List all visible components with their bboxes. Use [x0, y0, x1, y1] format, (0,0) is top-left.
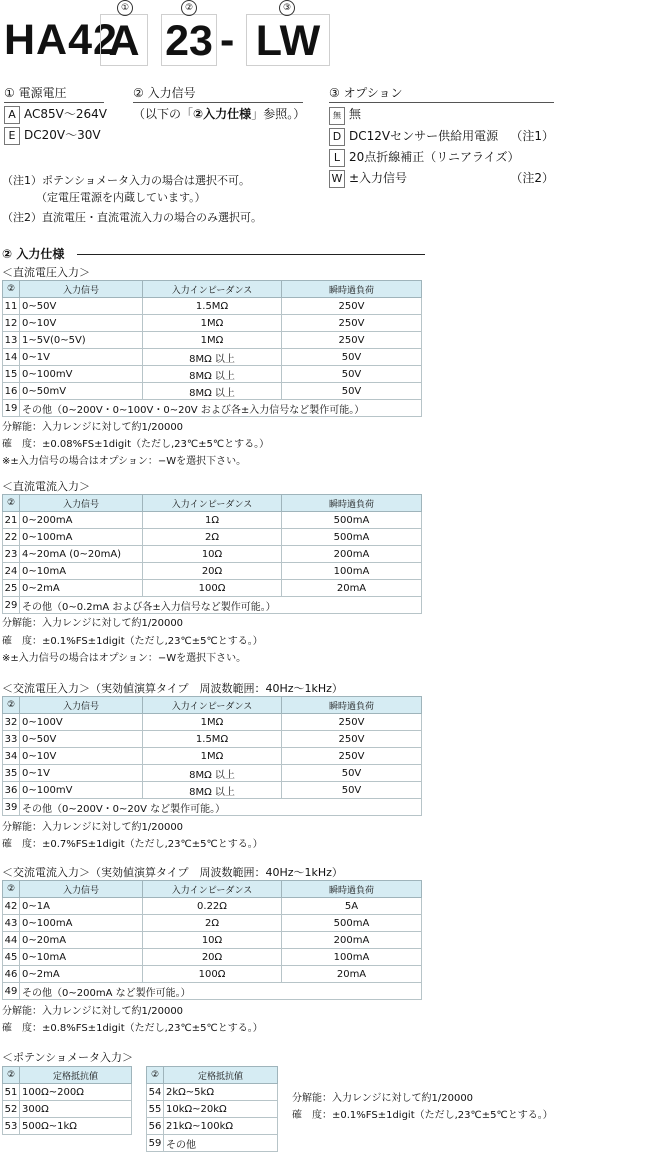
row-impedance: 8MΩ 以上 [143, 765, 282, 782]
row-signal: 0~10mA [20, 563, 143, 580]
row-signal: 0~1A [20, 898, 143, 915]
table-row [3, 512, 422, 529]
row-overload: 50V [282, 366, 422, 383]
row-impedance: 100Ω [143, 580, 282, 597]
table-row [3, 782, 422, 799]
option-code-w: W [329, 170, 345, 188]
row-signal: 0~2mA [20, 966, 143, 983]
row-impedance: 20Ω [143, 563, 282, 580]
dcv-title: ＜直流電圧入力＞ [2, 266, 90, 279]
col-impedance: 入力インピーダンス [143, 697, 282, 714]
table-row [3, 383, 422, 400]
acv-accuracy: 確 度：±0.7%FS±1digit（ただし,23℃±5℃とする。） [2, 839, 263, 850]
input-signal-section [133, 84, 306, 122]
acv-header-row [3, 697, 422, 714]
aci-accuracy: 確 度：±0.8%FS±1digit（ただし,23℃±5℃とする。） [2, 1023, 263, 1034]
row-overload: 50V [282, 782, 422, 799]
row-overload: 250V [282, 298, 422, 315]
row-code: 12 [3, 315, 20, 332]
option-note-w: （注2） [510, 171, 554, 185]
row-impedance: 1MΩ [143, 714, 282, 731]
col-impedance: 入力インピーダンス [143, 881, 282, 898]
dcv-header-row [3, 281, 422, 298]
row-signal: 0~20mA [20, 932, 143, 949]
power-heading: ① 電源電圧 [4, 84, 104, 103]
dcv-accuracy: 確 度：±0.08%FS±1digit（ただし,23℃±5℃とする。） [2, 439, 270, 450]
row-overload: 250V [282, 332, 422, 349]
row-overload: 200mA [282, 546, 422, 563]
table-row [147, 1101, 278, 1118]
table-row [3, 966, 422, 983]
row-code: 44 [3, 932, 20, 949]
model-box-power: A [100, 14, 148, 66]
table-row [3, 1118, 132, 1135]
row-other: その他（0~200V・0~100V・0~20V および各±入力信号など製作可能。） [20, 400, 422, 417]
col-resistance: 定格抵抗値 [164, 1067, 278, 1084]
row-impedance: 100Ω [143, 966, 282, 983]
row-resistance: 2kΩ~5kΩ [164, 1084, 278, 1101]
power-text-e: DC20V～30V [24, 128, 101, 142]
table-row-other [3, 400, 422, 417]
table-row-other [3, 597, 422, 614]
col-overload: 瞬時過負荷 [282, 495, 422, 512]
col-no: ② [3, 495, 20, 512]
model-box-input: 23 [161, 14, 217, 66]
table-row [3, 349, 422, 366]
dci-table [2, 494, 422, 614]
power-section [4, 84, 107, 145]
option-code-d: D [329, 128, 345, 146]
row-code: 43 [3, 915, 20, 932]
row-code: 21 [3, 512, 20, 529]
row-impedance: 1.5MΩ [143, 298, 282, 315]
row-impedance: 1MΩ [143, 332, 282, 349]
option-code-none: 無 [329, 107, 345, 125]
row-signal: 0~2mA [20, 580, 143, 597]
power-item-e [4, 126, 104, 145]
pot-title: ＜ポテンショメータ入力＞ [2, 1051, 133, 1064]
row-overload: 250V [282, 748, 422, 765]
dci-warning: ※±入力信号の場合はオプション：−Wを選択下さい。 [2, 653, 247, 664]
row-code: 14 [3, 349, 20, 366]
circle-2-marker: ② [181, 0, 197, 16]
table-row [3, 765, 422, 782]
col-resistance: 定格抵抗値 [20, 1067, 132, 1084]
model-prefix: HA42 [4, 16, 118, 64]
spec-heading-rule [77, 254, 425, 255]
row-overload: 500mA [282, 512, 422, 529]
row-overload: 100mA [282, 949, 422, 966]
row-impedance: 0.22Ω [143, 898, 282, 915]
row-code: 33 [3, 731, 20, 748]
power-code-a: A [4, 106, 20, 124]
pot-table-left [2, 1066, 132, 1135]
col-impedance: 入力インピーダンス [143, 281, 282, 298]
table-row [3, 898, 422, 915]
row-overload: 500mA [282, 915, 422, 932]
row-signal: 0~200mA [20, 512, 143, 529]
input-signal-post: 」参照。） [251, 107, 306, 121]
row-code: 22 [3, 529, 20, 546]
row-code: 32 [3, 714, 20, 731]
power-code-e: E [4, 127, 20, 145]
table-row [147, 1084, 278, 1101]
table-row [3, 529, 422, 546]
input-signal-text [133, 105, 306, 122]
table-row [3, 563, 422, 580]
col-no: ② [3, 281, 20, 298]
input-signal-link: ②入力仕様 [193, 107, 252, 121]
option-item-none [329, 105, 554, 125]
row-signal: 0~100mA [20, 529, 143, 546]
row-overload: 5A [282, 898, 422, 915]
row-resistance: 21kΩ~100kΩ [164, 1118, 278, 1135]
row-code: 13 [3, 332, 20, 349]
row-overload: 50V [282, 765, 422, 782]
row-code: 39 [3, 799, 20, 816]
option-note-d: （注1） [510, 129, 554, 143]
table-row-other [3, 799, 422, 816]
aci-resolution: 分解能：入力レンジに対して約1/20000 [2, 1006, 184, 1017]
table-row [3, 580, 422, 597]
row-code: 53 [3, 1118, 20, 1135]
row-other: その他（0~200V・0~20V など製作可能。） [20, 799, 422, 816]
table-row-other [3, 983, 422, 1000]
row-code: 35 [3, 765, 20, 782]
row-resistance: 300Ω [20, 1101, 132, 1118]
table-row [3, 714, 422, 731]
row-resistance: 10kΩ~20kΩ [164, 1101, 278, 1118]
dci-accuracy: 確 度：±0.1%FS±1digit（ただし,23℃±5℃とする。） [2, 636, 263, 647]
option-code-l: L [329, 149, 345, 167]
row-code: 55 [147, 1101, 164, 1118]
row-resistance: 500Ω~1kΩ [20, 1118, 132, 1135]
row-signal: 0~1V [20, 349, 143, 366]
row-signal: 0~10V [20, 748, 143, 765]
acv-title: ＜交流電圧入力＞（実効値演算タイプ 周波数範囲：40Hz～1kHz） [2, 682, 343, 695]
col-overload: 瞬時過負荷 [282, 281, 422, 298]
row-code: 51 [3, 1084, 20, 1101]
note-1a: （注1）ポテンショメータ入力の場合は選択不可。 [2, 174, 250, 187]
row-signal: 0~100mV [20, 366, 143, 383]
note-1b: （定電圧電源を内蔵しています。） [36, 191, 206, 204]
table-row [147, 1135, 278, 1152]
acv-table [2, 696, 422, 816]
col-impedance: 入力インピーダンス [143, 495, 282, 512]
input-signal-heading: ② 入力信号 [133, 84, 303, 103]
row-overload: 100mA [282, 563, 422, 580]
row-overload: 200mA [282, 932, 422, 949]
row-impedance: 10Ω [143, 546, 282, 563]
row-signal: 1~5V(0~5V) [20, 332, 143, 349]
row-code: 25 [3, 580, 20, 597]
options-heading: ③ オプション [329, 84, 554, 103]
row-overload: 500mA [282, 529, 422, 546]
row-code: 36 [3, 782, 20, 799]
table-row [147, 1118, 278, 1135]
col-no: ② [3, 697, 20, 714]
row-code: 52 [3, 1101, 20, 1118]
pot-accuracy: 確 度：±0.1%FS±1digit（ただし,23℃±5℃とする。） [292, 1110, 553, 1121]
aci-title: ＜交流電流入力＞（実効値演算タイプ 周波数範囲：40Hz～1kHz） [2, 866, 343, 879]
aci-header-row [3, 881, 422, 898]
dci-resolution: 分解能：入力レンジに対して約1/20000 [2, 618, 184, 629]
row-code: 49 [3, 983, 20, 1000]
dci-header-row [3, 495, 422, 512]
table-row [3, 949, 422, 966]
table-row [3, 731, 422, 748]
row-impedance: 8MΩ 以上 [143, 349, 282, 366]
row-impedance: 2Ω [143, 529, 282, 546]
row-code: 24 [3, 563, 20, 580]
model-box-option: LW [246, 14, 330, 66]
table-row [3, 1101, 132, 1118]
pot-table-right [146, 1066, 278, 1152]
row-signal: 0~1V [20, 765, 143, 782]
col-no: ② [3, 881, 20, 898]
row-code: 29 [3, 597, 20, 614]
input-signal-pre: （以下の「 [133, 107, 194, 121]
aci-table [2, 880, 422, 1000]
table-row [3, 1084, 132, 1101]
row-other: その他（0~200mA など製作可能。） [20, 983, 422, 1000]
row-signal: 0~100V [20, 714, 143, 731]
row-code: 56 [147, 1118, 164, 1135]
spec-heading: ② 入力仕様 [2, 247, 65, 261]
row-impedance: 8MΩ 以上 [143, 383, 282, 400]
row-impedance: 1MΩ [143, 748, 282, 765]
table-row [3, 315, 422, 332]
row-impedance: 2Ω [143, 915, 282, 932]
row-impedance: 1Ω [143, 512, 282, 529]
row-code: 45 [3, 949, 20, 966]
dcv-resolution: 分解能：入力レンジに対して約1/20000 [2, 422, 184, 433]
row-other: その他（0~0.2mA および各±入力信号など製作可能。） [20, 597, 422, 614]
row-signal: 0~10V [20, 315, 143, 332]
col-signal: 入力信号 [20, 881, 143, 898]
option-item-l [329, 148, 554, 167]
col-signal: 入力信号 [20, 495, 143, 512]
row-overload: 20mA [282, 966, 422, 983]
option-text-none: 無 [349, 107, 362, 121]
option-text-d: DC12Vセンサー供給用電源 [349, 129, 499, 143]
row-overload: 20mA [282, 580, 422, 597]
row-overload: 250V [282, 731, 422, 748]
table-row [3, 546, 422, 563]
table-row [3, 748, 422, 765]
row-code: 59 [147, 1135, 164, 1152]
power-item-a [4, 105, 107, 124]
model-code [0, 0, 651, 80]
row-overload: 50V [282, 349, 422, 366]
circle-1-marker: ① [117, 0, 133, 16]
row-signal: 0~100mA [20, 915, 143, 932]
row-impedance: 1MΩ [143, 315, 282, 332]
row-impedance: 20Ω [143, 949, 282, 966]
dcv-warning: ※±入力信号の場合はオプション：−Wを選択下さい。 [2, 456, 247, 467]
row-code: 42 [3, 898, 20, 915]
row-impedance: 10Ω [143, 932, 282, 949]
row-resistance: 100Ω~200Ω [20, 1084, 132, 1101]
row-signal: 0~50V [20, 298, 143, 315]
row-impedance: 1.5MΩ [143, 731, 282, 748]
row-signal: 4~20mA (0~20mA) [20, 546, 143, 563]
option-text-w: ±入力信号 [349, 171, 408, 185]
col-no: ② [147, 1067, 164, 1084]
table-row [3, 932, 422, 949]
circle-3-marker: ③ [279, 0, 295, 16]
pot-left-header-row [3, 1067, 132, 1084]
pot-resolution: 分解能：入力レンジに対して約1/20000 [292, 1093, 474, 1104]
option-item-w [329, 169, 554, 188]
table-row [3, 332, 422, 349]
table-row [3, 298, 422, 315]
row-overload: 50V [282, 383, 422, 400]
col-signal: 入力信号 [20, 697, 143, 714]
row-signal: 0~50V [20, 731, 143, 748]
col-signal: 入力信号 [20, 281, 143, 298]
acv-resolution: 分解能：入力レンジに対して約1/20000 [2, 822, 184, 833]
row-code: 34 [3, 748, 20, 765]
row-overload: 250V [282, 714, 422, 731]
note-2: （注2）直流電圧・直流電流入力の場合のみ選択可。 [2, 211, 262, 224]
model-dash: - [220, 16, 236, 64]
col-overload: 瞬時過負荷 [282, 697, 422, 714]
row-signal: 0~100mV [20, 782, 143, 799]
options-section [329, 84, 554, 188]
row-impedance: 8MΩ 以上 [143, 782, 282, 799]
table-row [3, 366, 422, 383]
row-code: 46 [3, 966, 20, 983]
col-overload: 瞬時過負荷 [282, 881, 422, 898]
dcv-table [2, 280, 422, 417]
power-text-a: AC85V～264V [24, 107, 107, 121]
table-row [3, 915, 422, 932]
row-impedance: 8MΩ 以上 [143, 366, 282, 383]
row-resistance: その他 [164, 1135, 278, 1152]
option-text-l: 20点折線補正（リニアライズ） [349, 150, 520, 164]
row-code: 23 [3, 546, 20, 563]
row-code: 15 [3, 366, 20, 383]
col-no: ② [3, 1067, 20, 1084]
row-overload: 250V [282, 315, 422, 332]
row-code: 54 [147, 1084, 164, 1101]
row-signal: 0~50mV [20, 383, 143, 400]
row-signal: 0~10mA [20, 949, 143, 966]
row-code: 16 [3, 383, 20, 400]
option-item-d [329, 127, 554, 146]
row-code: 19 [3, 400, 20, 417]
dci-title: ＜直流電流入力＞ [2, 480, 90, 493]
pot-right-header-row [147, 1067, 278, 1084]
row-code: 11 [3, 298, 20, 315]
